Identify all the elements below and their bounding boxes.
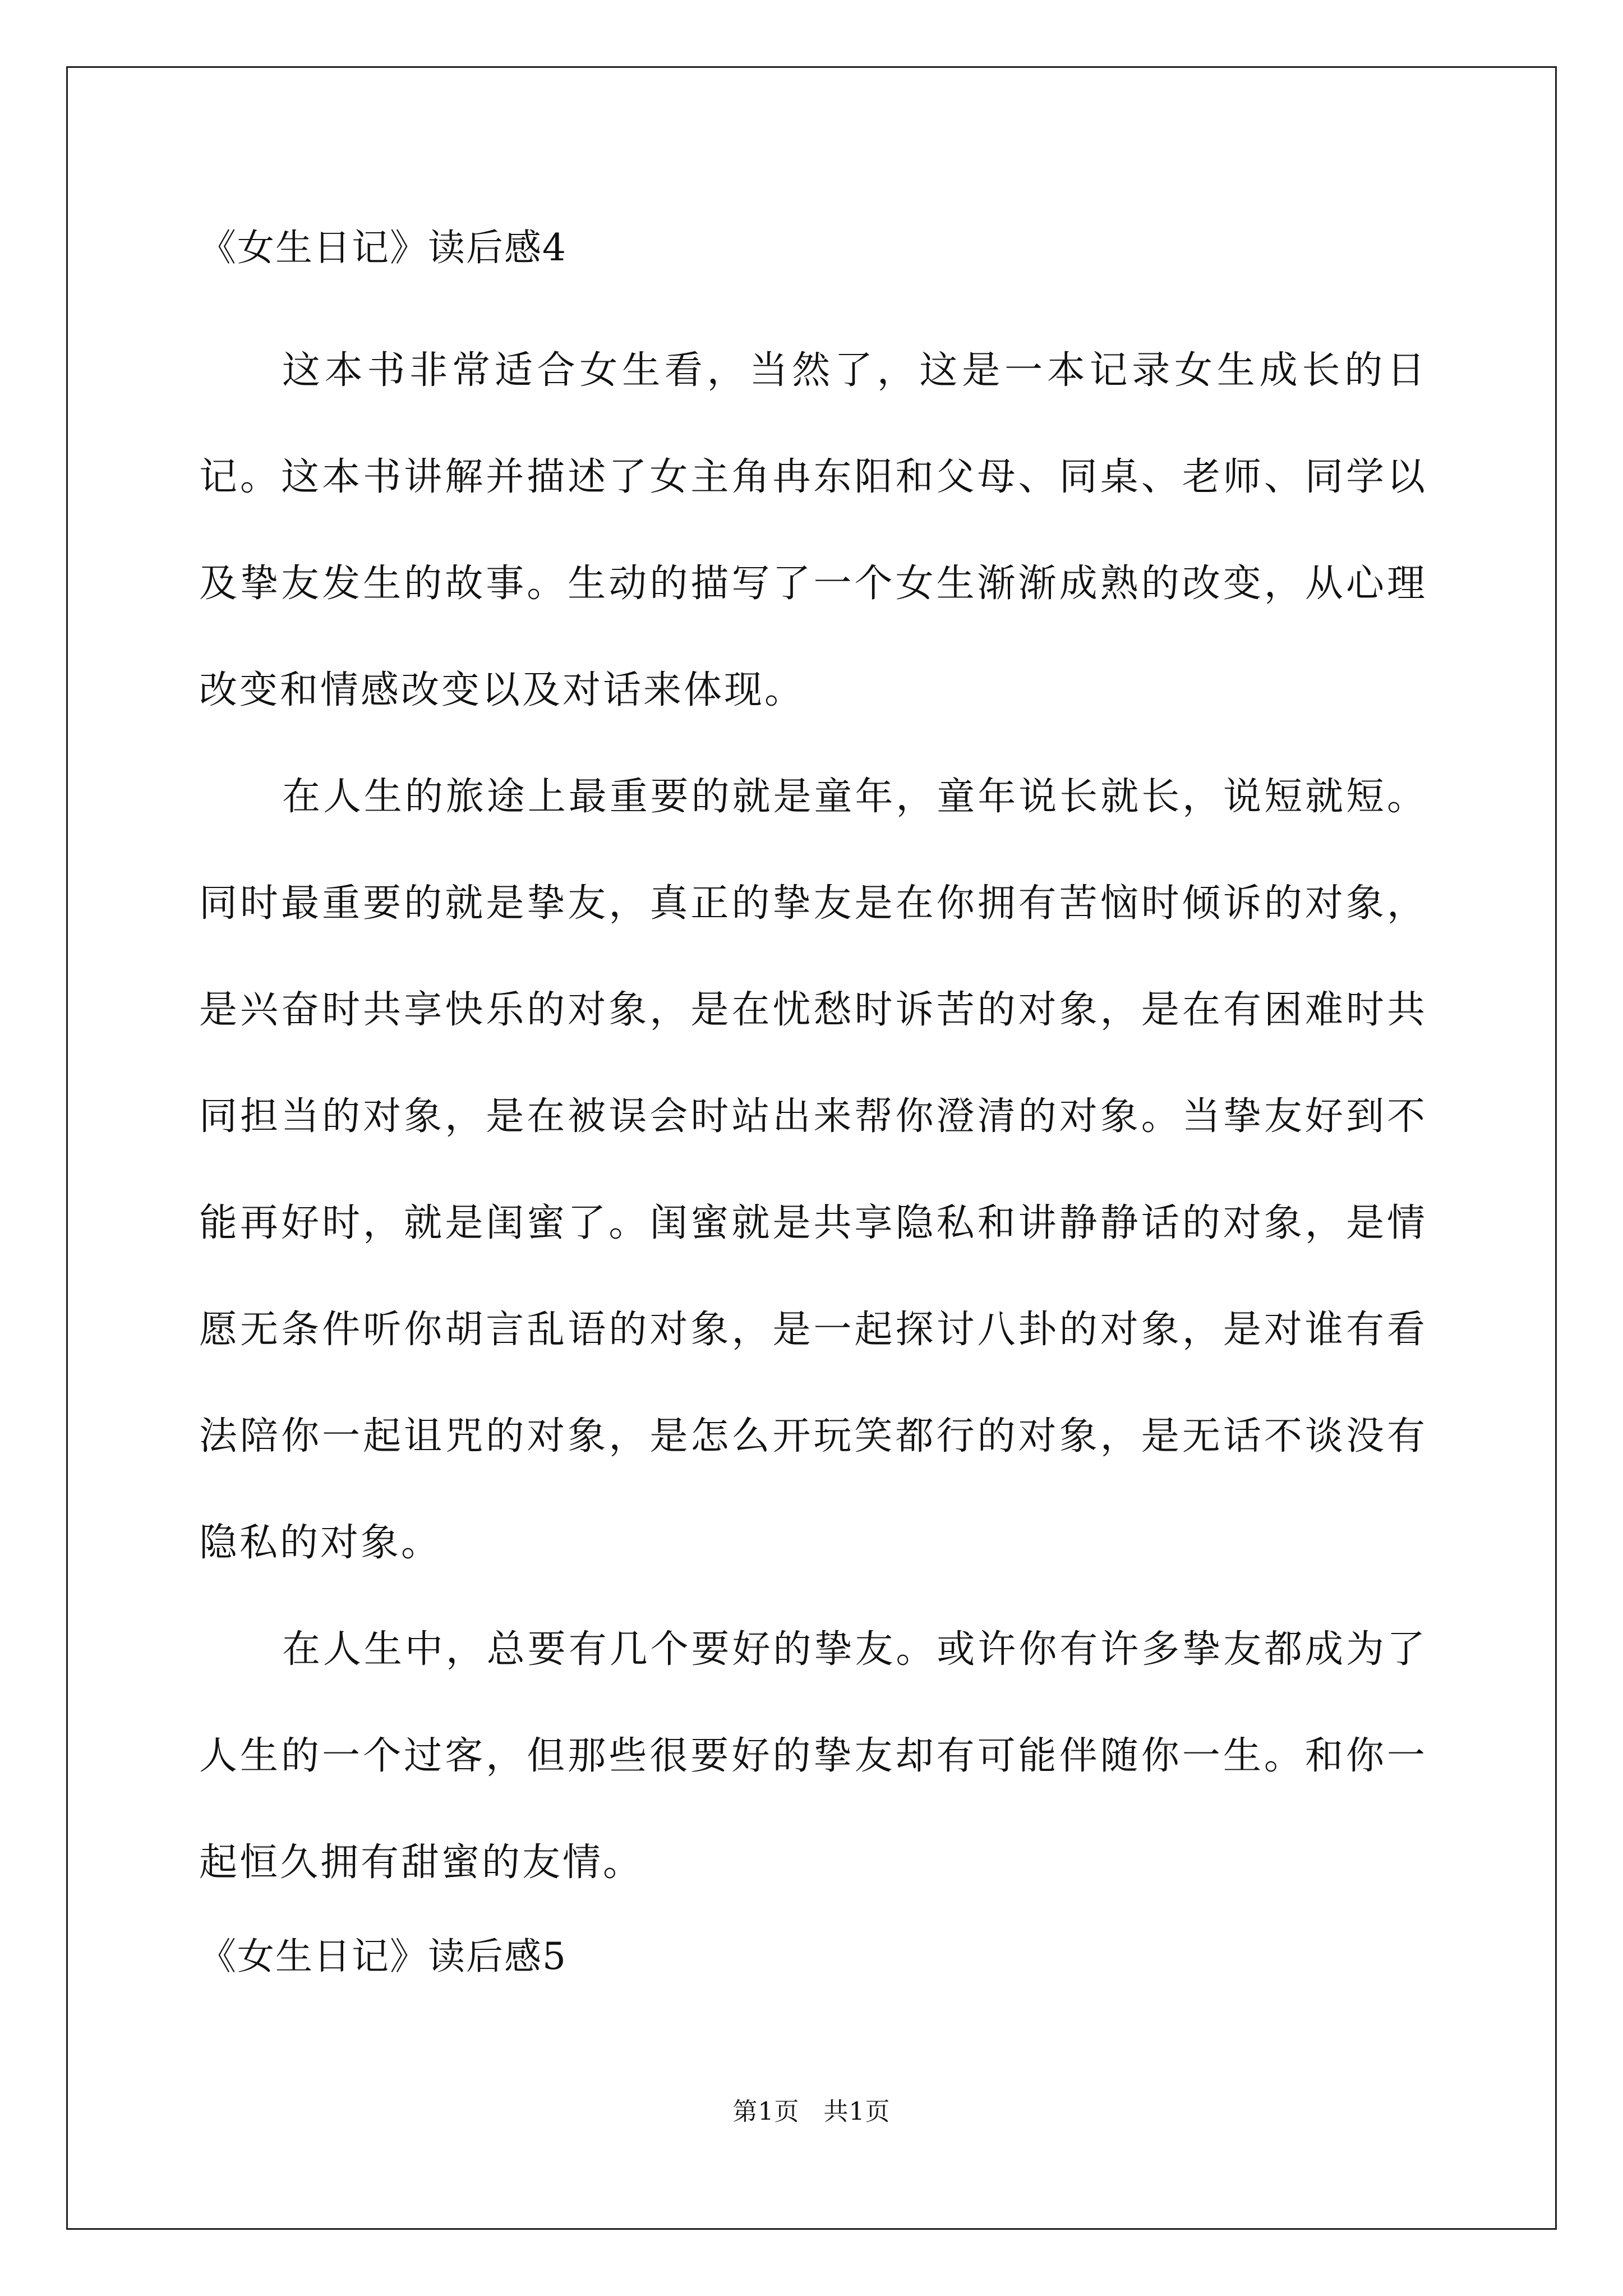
paragraph-1: 这本书非常适合女生看，当然了，这是一本记录女生成长的日记。这本书讲解并描述了女主角冉东阳和父母、同桌、老师、同学以及挚友发生的故事。生动的描写了一个女生渐渐成熟的改变，从心理改变和情感改变以及对话来体现。 xyxy=(199,348,1427,712)
section-heading-5: 《女生日记》读后感5 xyxy=(199,1935,567,1978)
page-number-current: 第1页 xyxy=(732,2097,800,2126)
section-heading-4: 《女生日记》读后感4 xyxy=(199,226,567,269)
paragraph-3: 在人生中，总要有几个要好的挚友。或许你有许多挚友都成为了人生的一个过客，但那些很要好的挚友却有可能伴随你一生。和你一起恒久拥有甜蜜的友情。 xyxy=(199,1627,1427,1885)
page-footer xyxy=(0,2095,1623,2129)
document-body xyxy=(199,213,1427,1991)
paragraph-2: 在人生的旅途上最重要的就是童年，童年说长就长，说短就短。同时最重要的就是挚友，真正的挚友是在你拥有苦恼时倾诉的对象，是兴奋时共享快乐的对象，是在忧愁时诉苦的对象，是在有困难时共同担当的对象，是在被误会时站出来帮你澄清的对象。当挚友好到不能再好时，就是闺蜜了。闺蜜就是共享隐私和讲静静话的对象，是情愿无条件听你胡言乱语的对象，是一起探讨八卦的对象，是对谁有看法陪你一起诅咒的对象，是怎么开玩笑都行的对象，是无话不谈没有隐私的对象。 xyxy=(199,775,1427,1565)
page-number-total: 共1页 xyxy=(823,2097,891,2126)
